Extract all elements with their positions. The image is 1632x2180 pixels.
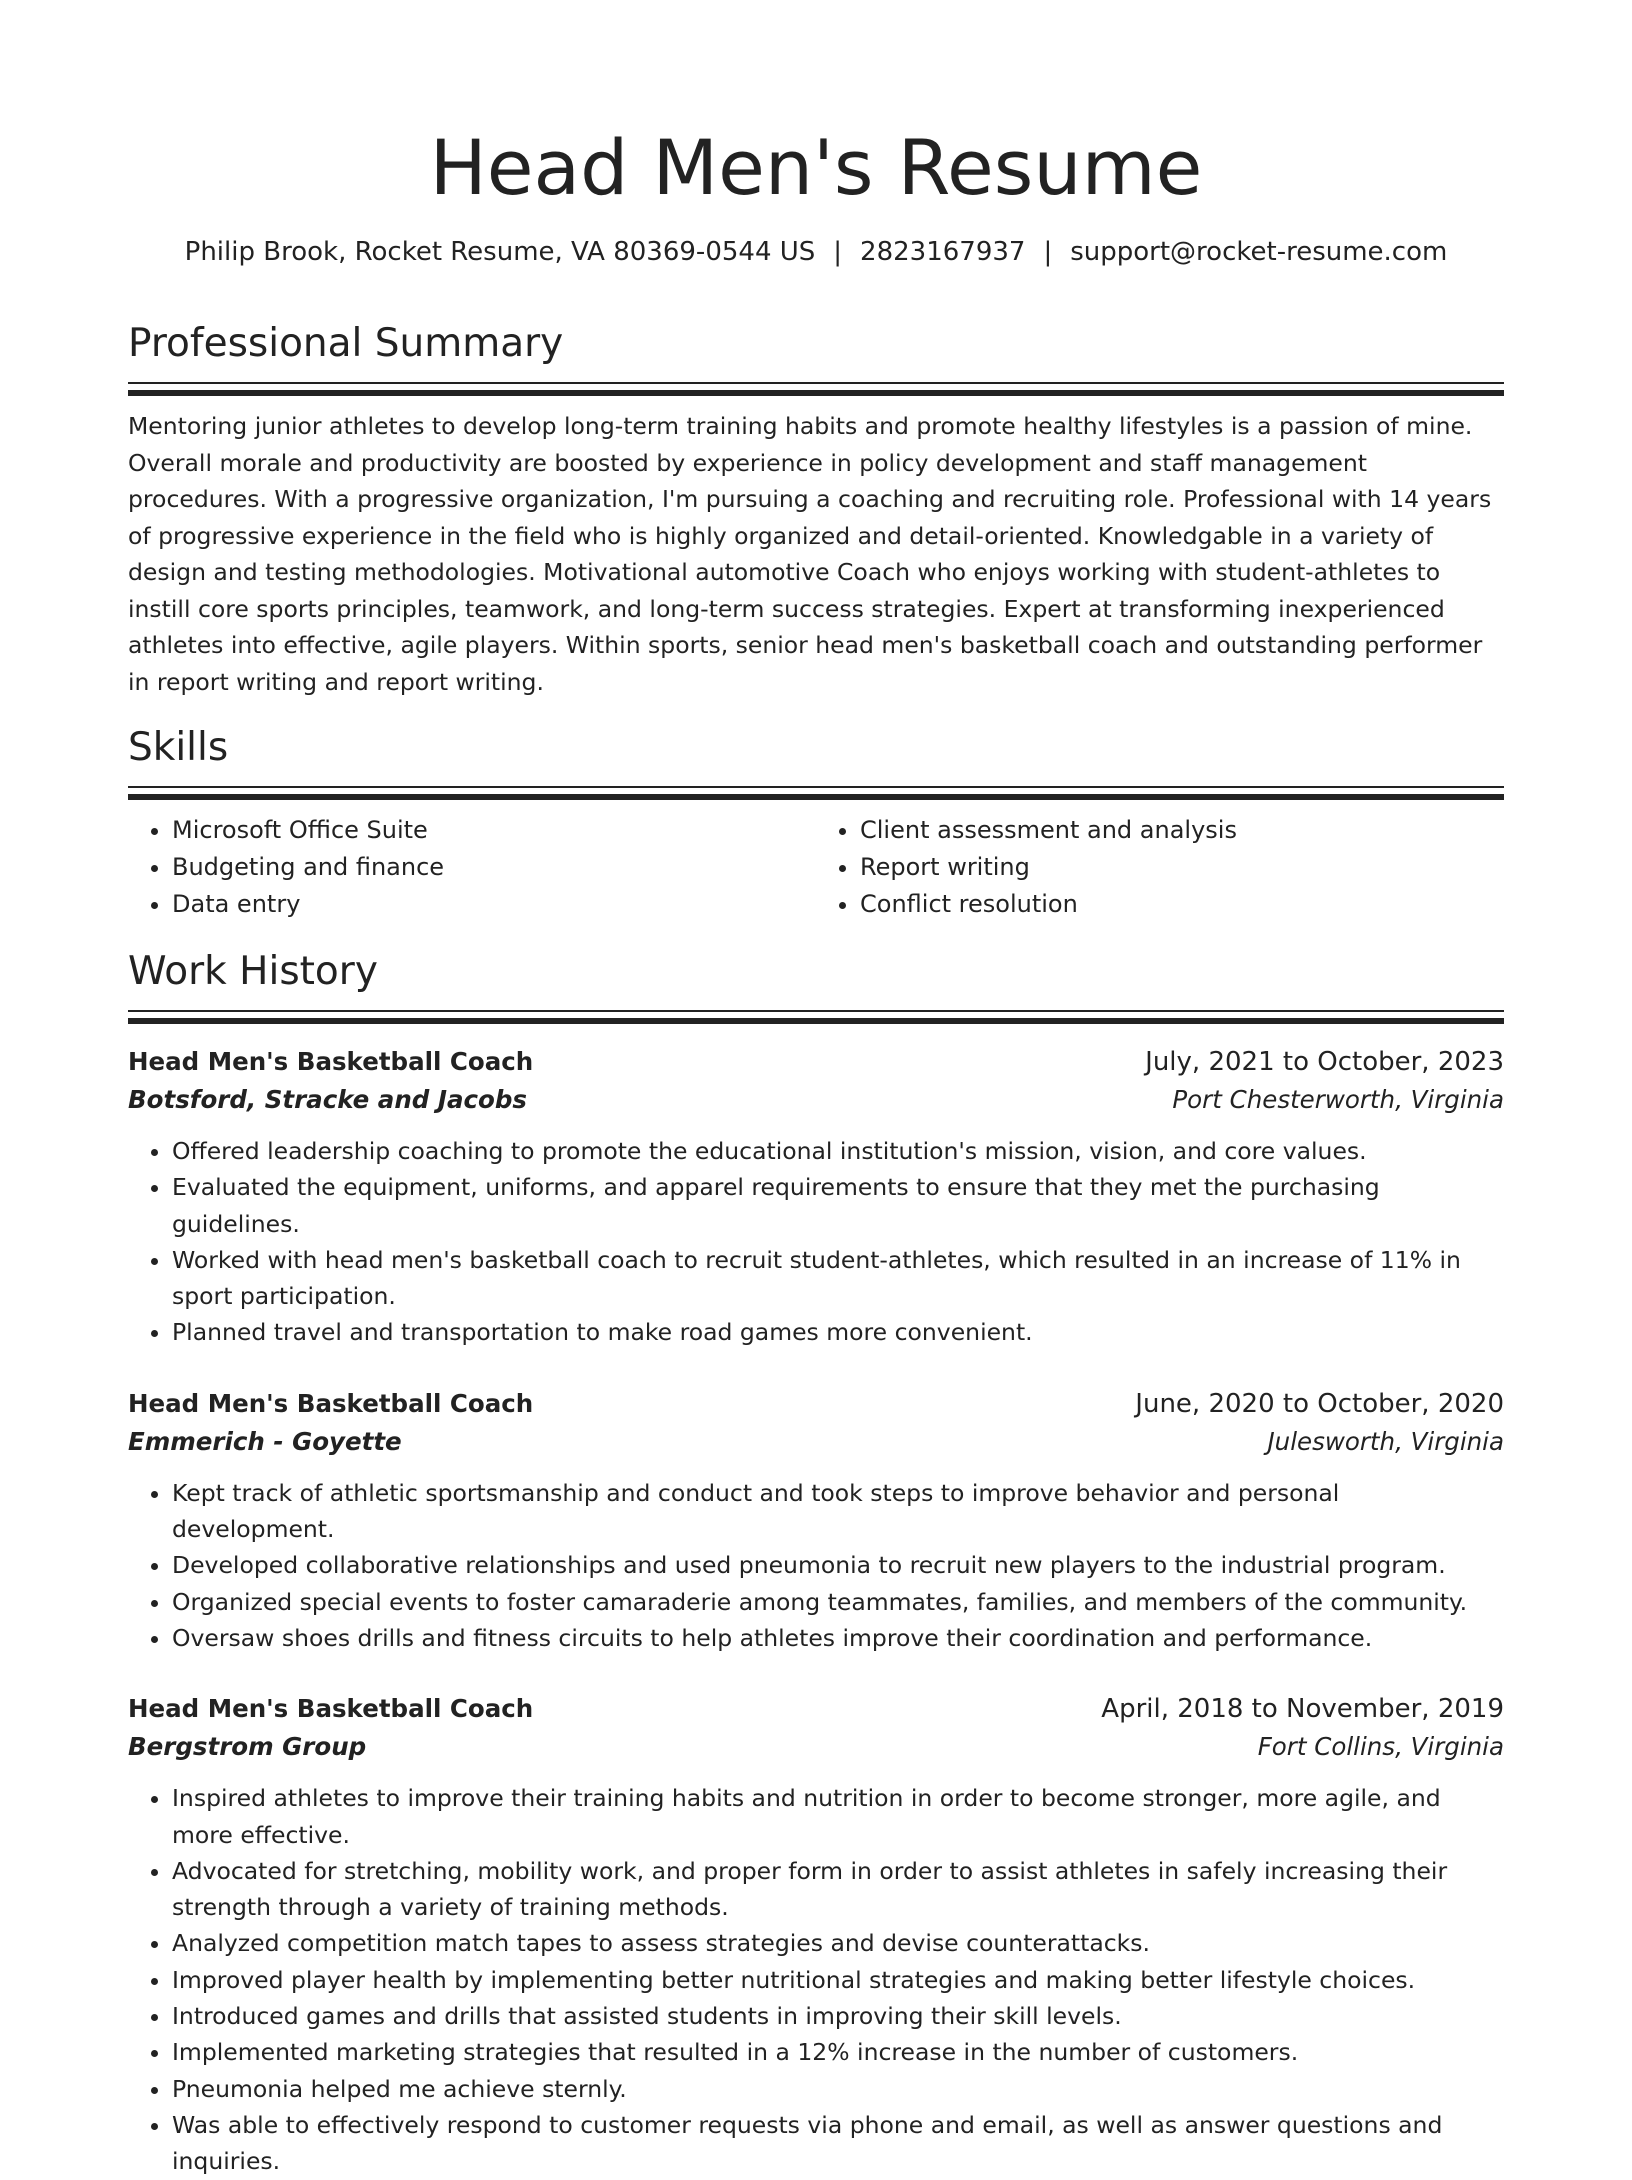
job-title: Head Men's Basketball Coach bbox=[128, 1388, 534, 1418]
job-location: Julesworth, Virginia bbox=[1267, 1426, 1504, 1456]
job-bullet: • Implemented marketing strategies that resulted in a 12% increase in the number of customers. bbox=[172, 2034, 1504, 2070]
job-bullet: • Analyzed competition match tapes to assess strategies and devise counterattacks. bbox=[172, 1925, 1504, 1961]
skill-item: • Microsoft Office Suite bbox=[172, 812, 816, 849]
job-title: Head Men's Basketball Coach bbox=[128, 1047, 534, 1076]
resume-page bbox=[128, 0, 1504, 2176]
job-bullet: • Oversaw shoes drills and fitness circuits to help athletes improve their coordination and performance. bbox=[172, 1620, 1504, 1656]
contact-line bbox=[128, 234, 1504, 270]
job-bullets bbox=[128, 1133, 1504, 1351]
section-title-summary: Professional Summary bbox=[128, 321, 564, 366]
job-location: Port Chesterworth, Virginia bbox=[1172, 1085, 1504, 1114]
job-entry bbox=[128, 1385, 1504, 1656]
job-header-row bbox=[128, 1043, 1504, 1081]
section-divider bbox=[128, 382, 1504, 397]
job-dates: June, 2020 to October, 2020 bbox=[1135, 1388, 1504, 1419]
skill-item: • Conflict resolution bbox=[860, 886, 1504, 923]
resume-name: Head Men's Resume bbox=[429, 123, 1203, 212]
work-history-section bbox=[128, 946, 1504, 2180]
job-entry bbox=[128, 1690, 1504, 2179]
section-title-skills: Skills bbox=[128, 725, 229, 770]
contact-phone: 2823167937 bbox=[860, 237, 1026, 267]
professional-summary-section bbox=[128, 318, 1504, 700]
job-bullet: • Inspired athletes to improve their training habits and nutrition in order to become stronger, more agile, and more effective. bbox=[172, 1780, 1504, 1853]
job-bullet: • Was able to effectively respond to customer requests via phone and email, as well as answer questions and inquiries. bbox=[172, 2107, 1504, 2180]
job-entry bbox=[128, 1043, 1504, 1351]
job-header-row bbox=[128, 1690, 1504, 1728]
skill-item: • Client assessment and analysis bbox=[860, 812, 1504, 849]
job-bullet: • Organized special events to foster camaraderie among teammates, families, and members of the community. bbox=[172, 1584, 1504, 1620]
job-bullet: • Introduced games and drills that assisted students in improving their skill levels. bbox=[172, 1998, 1504, 2034]
job-bullet: • Improved player health by implementing better nutritional strategies and making better lifestyle choices. bbox=[172, 1962, 1504, 1998]
job-bullet: • Developed collaborative relationships and used pneumonia to recruit new players to the industrial program. bbox=[172, 1547, 1504, 1583]
job-bullet: • Kept track of athletic sportsmanship and conduct and took steps to improve behavior and personal development. bbox=[172, 1475, 1504, 1548]
job-bullets bbox=[128, 1780, 1504, 2179]
contact-separator: | bbox=[1043, 237, 1053, 267]
job-bullet: • Pneumonia helped me achieve sternly. bbox=[172, 2071, 1504, 2107]
job-company-row bbox=[128, 1081, 1504, 1119]
job-dates: July, 2021 to October, 2023 bbox=[1145, 1047, 1504, 1077]
skills-list-right bbox=[816, 812, 1504, 923]
contact-separator: | bbox=[833, 237, 843, 267]
job-company: Bergstrom Group bbox=[128, 1732, 367, 1762]
contact-email[interactable]: support@rocket-resume.com bbox=[1070, 237, 1448, 267]
job-company: Botsford, Stracke and Jacobs bbox=[128, 1085, 527, 1114]
job-bullet: • Worked with head men's basketball coach to recruit student-athletes, which resulted in an increase of 11% in sport participation. bbox=[172, 1242, 1504, 1315]
skill-item: • Budgeting and finance bbox=[172, 849, 816, 886]
skills-grid bbox=[128, 812, 1504, 923]
job-header-row bbox=[128, 1385, 1504, 1423]
job-bullet: • Advocated for stretching, mobility work, and proper form in order to assist athletes in safely increasing their strength through a variety of training methods. bbox=[172, 1853, 1504, 1926]
job-bullet: • Planned travel and transportation to make road games more convenient. bbox=[172, 1314, 1504, 1350]
job-dates: April, 2018 to November, 2019 bbox=[1101, 1694, 1504, 1725]
skill-item: • Report writing bbox=[860, 849, 1504, 886]
section-divider bbox=[128, 1010, 1504, 1025]
section-divider bbox=[128, 786, 1504, 801]
contact-address: Philip Brook, Rocket Resume, VA 80369-0544 US bbox=[184, 237, 816, 267]
job-location: Fort Collins, Virginia bbox=[1257, 1732, 1504, 1762]
skill-item: • Data entry bbox=[172, 886, 816, 923]
skills-list-left bbox=[128, 812, 816, 923]
summary-text: Mentoring junior athletes to develop long-term training habits and promote healthy lifestyles is a passion of mine. Overall morale and productivity are boosted by experience in policy development and staff management procedures. With a progressive organization, I'm pursuing a coaching and recruiting role. Professional with 14 years of progressive experience in the field who is highly organized and detail-oriented. Knowledgable in a variety of design and testing methodologies. Motivational automotive Coach who enjoys working with student-athletes to instill core sports principles, teamwork, and long-term success strategies. Expert at transforming inexperienced athletes into effective, agile players. Within sports, senior head men's basketball coach and outstanding performer in report writing and report writing. bbox=[128, 412, 1492, 696]
job-bullet: • Offered leadership coaching to promote the educational institution's mission, vision, and core values. bbox=[172, 1133, 1504, 1169]
job-title: Head Men's Basketball Coach bbox=[128, 1694, 534, 1724]
job-company-row bbox=[128, 1423, 1504, 1461]
job-company: Emmerich - Goyette bbox=[128, 1426, 402, 1456]
job-company-row bbox=[128, 1728, 1504, 1766]
job-bullets bbox=[128, 1475, 1504, 1656]
skills-section bbox=[128, 722, 1504, 923]
job-bullet: • Evaluated the equipment, uniforms, and apparel requirements to ensure that they met the purchasing guidelines. bbox=[172, 1169, 1504, 1242]
section-title-work: Work History bbox=[128, 949, 378, 994]
